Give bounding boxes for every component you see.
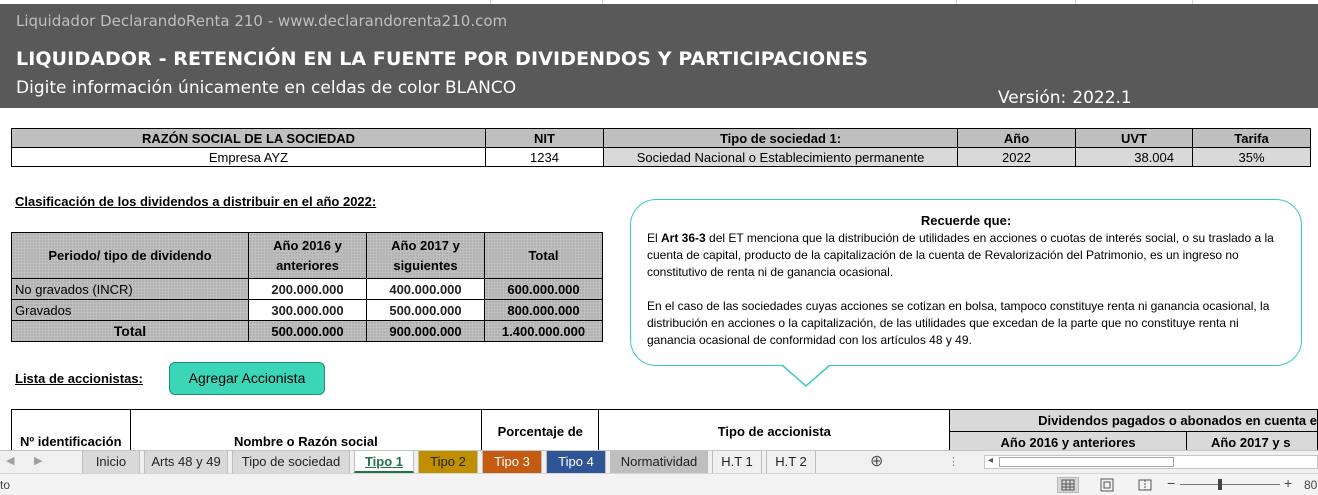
shareholders-label: Lista de accionistas: <box>15 371 143 386</box>
header-uvt: UVT <box>1076 129 1193 148</box>
company-year-cell: 2022 <box>958 148 1076 167</box>
callout-tail <box>780 364 840 388</box>
company-type-cell[interactable]: Sociedad Nacional o Establecimiento permanente <box>604 148 958 167</box>
header-identificacion: Nº identificación <box>12 410 131 451</box>
page-subtitle: Digite información únicamente en celdas de color BLANCO <box>16 78 517 98</box>
zoom-in-icon[interactable]: + <box>1284 475 1293 491</box>
header-tarifa: Tarifa <box>1193 129 1311 148</box>
total-2016-cell: 500.000.000 <box>249 321 367 342</box>
table-row <box>12 279 603 300</box>
table-row <box>12 300 603 321</box>
zoom-slider-knob[interactable] <box>1218 479 1222 490</box>
header-total: Total <box>485 233 603 279</box>
row-label: Gravados <box>12 300 249 321</box>
status-bar <box>0 473 1318 495</box>
sheet-tab-bar <box>0 450 1318 473</box>
tab-arts-48-y-49[interactable]: Arts 48 y 49 <box>144 451 228 473</box>
no-gravados-total-cell: 600.000.000 <box>485 279 603 300</box>
company-rate-cell: 35% <box>1193 148 1311 167</box>
scroll-tabs-right-icon[interactable]: ▶ <box>34 455 43 467</box>
company-uvt-cell: 38.004 <box>1076 148 1193 167</box>
classification-label: Clasificación de los dividendos a distribuir en el año 2022: <box>15 194 377 209</box>
status-text: to <box>0 478 11 492</box>
version-info <box>998 88 1132 108</box>
tab-tipo-4[interactable]: Tipo 4 <box>546 451 606 473</box>
header-tipo-accionista: Tipo de accionista <box>599 410 950 451</box>
header-tipo-sociedad: Tipo de sociedad 1: <box>604 129 958 148</box>
tab-tipo-1[interactable]: Tipo 1 <box>354 451 414 473</box>
row-label: No gravados (INCR) <box>12 279 249 300</box>
tab-tipo-de-sociedad[interactable]: Tipo de sociedad <box>232 451 350 473</box>
header-ano: Año <box>958 129 1076 148</box>
header-nit: NIT <box>486 129 604 148</box>
table-total-row <box>12 321 603 342</box>
zoom-slider[interactable] <box>1180 484 1280 485</box>
gravados-total-cell: 800.000.000 <box>485 300 603 321</box>
tab-h-t-2[interactable]: H.T 2 <box>766 451 816 473</box>
gravados-2017-cell[interactable]: 500.000.000 <box>367 300 485 321</box>
company-table <box>11 128 1311 167</box>
header-nombre: Nombre o Razón social <box>130 410 481 451</box>
scroll-tabs-left-icon[interactable]: ◀ <box>6 455 15 467</box>
header-dividendos-pagados: Dividendos pagados o abonados en cuenta e <box>950 410 1318 432</box>
callout-paragraph-1: El Art 36-3 del ET menciona que la distribución de utilidades en acciones o cuotas de interés social, o su traslado a la cuenta de capital, producto de la capitalización de la cuenta de Revalorización del Patrimonio, es un ingreso no constitutivo de renta ni de ganancia ocasional. <box>647 231 1274 279</box>
company-nit-cell[interactable]: 1234 <box>486 148 604 167</box>
total-2017-cell: 900.000.000 <box>367 321 485 342</box>
header-banner <box>0 4 1318 108</box>
dividends-table <box>11 232 603 342</box>
callout-title: Recuerde que: <box>920 213 1012 228</box>
more-options-icon[interactable]: ⋮ <box>948 456 959 468</box>
page-layout-view-icon[interactable] <box>1096 477 1118 493</box>
article-reference: Art 36-3 <box>661 231 706 245</box>
tab-tipo-2[interactable]: Tipo 2 <box>418 451 478 473</box>
scrollbar-thumb[interactable] <box>999 457 1174 467</box>
header-2017: Año 2017 y siguientes <box>367 233 485 279</box>
tab-normatividad[interactable]: Normatividad <box>610 451 708 473</box>
header-sub-2017: Año 2017 y s <box>1186 432 1317 451</box>
reminder-callout <box>630 199 1302 366</box>
header-2016: Año 2016 y anteriores <box>249 233 367 279</box>
scroll-left-icon[interactable]: ◂ <box>988 455 994 466</box>
watermark-text: Liquidador DeclarandoRenta 210 - www.declarandorenta210.com <box>16 12 508 30</box>
company-name-cell[interactable]: Empresa AYZ <box>12 148 486 167</box>
version-label: Versión: <box>998 88 1067 108</box>
tab-h-t-1[interactable]: H.T 1 <box>712 451 762 473</box>
horizontal-scrollbar[interactable] <box>984 455 1318 469</box>
gravados-2016-cell[interactable]: 300.000.000 <box>249 300 367 321</box>
add-sheet-icon[interactable]: ⊕ <box>870 453 884 470</box>
tab-tipo-3[interactable]: Tipo 3 <box>482 451 542 473</box>
normal-view-icon[interactable] <box>1057 477 1079 493</box>
page-break-view-icon[interactable] <box>1134 477 1156 493</box>
no-gravados-2017-cell[interactable]: 400.000.000 <box>367 279 485 300</box>
shareholders-table <box>11 409 1318 450</box>
callout-paragraph-2: En el caso de las sociedades cuyas acciones se cotizan en bolsa, tampoco constituye renta ni ganancia ocasional, la distribución en acciones o la capitalización, de las utilidades que excedan de la parte que no constituye renta ni ganancia ocasional de conformidad con los artículos 48 y 49. <box>647 299 1270 347</box>
grand-total-cell: 1.400.000.000 <box>485 321 603 342</box>
header-porcentaje: Porcentaje de <box>482 410 599 451</box>
total-label: Total <box>12 321 249 342</box>
header-sub-2016: Año 2016 y anteriores <box>950 432 1187 451</box>
no-gravados-2016-cell[interactable]: 200.000.000 <box>249 279 367 300</box>
version-value: 2022.1 <box>1072 88 1132 108</box>
zoom-out-icon[interactable]: − <box>1167 475 1176 491</box>
header-periodo: Periodo/ tipo de dividendo <box>12 233 249 279</box>
tab-inicio[interactable]: Inicio <box>82 451 140 473</box>
page-title: LIQUIDADOR - RETENCIÓN EN LA FUENTE POR DIVIDENDOS Y PARTICIPACIONES <box>16 48 869 70</box>
add-shareholder-button[interactable]: Agregar Accionista <box>169 362 325 395</box>
header-razon-social: RAZÓN SOCIAL DE LA SOCIEDAD <box>12 129 486 148</box>
zoom-level[interactable]: 80 <box>1304 478 1318 492</box>
